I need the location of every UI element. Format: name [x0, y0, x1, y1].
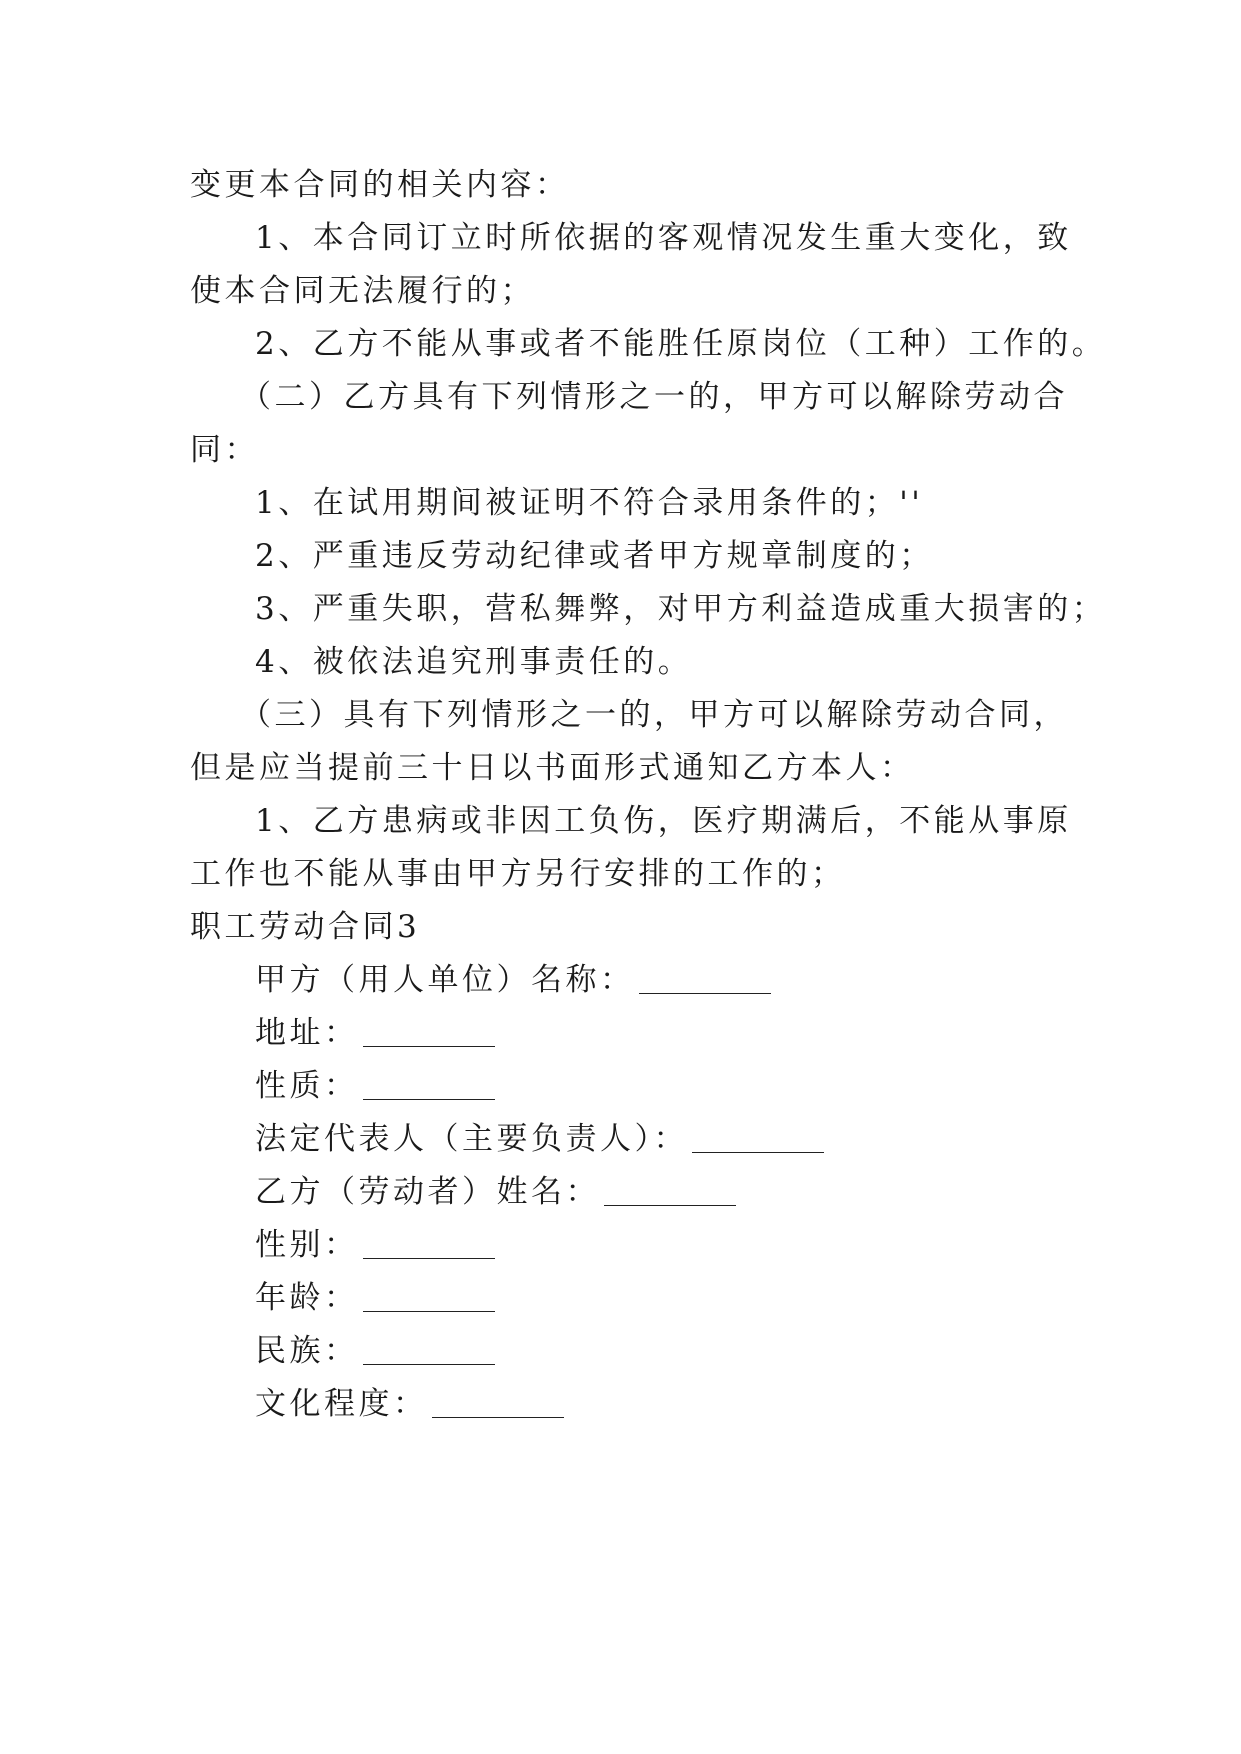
field-label: 甲方（用人单位）名称：	[255, 962, 635, 998]
section-heading: 职工劳动合同3	[190, 909, 421, 945]
field-label: 文化程度：	[255, 1386, 428, 1422]
paragraph-line: 3、严重失职，营私舞弊，对甲方利益造成重大损害的；	[255, 591, 1107, 627]
paragraph-line: 2、严重违反劳动纪律或者甲方规章制度的；	[255, 538, 934, 574]
field-blank[interactable]	[363, 1073, 495, 1100]
field-blank[interactable]	[432, 1391, 564, 1418]
paragraph-line: 但是应当提前三十日以书面形式通知乙方本人：	[190, 750, 915, 786]
paragraph-line: 1、本合同订立时所依据的客观情况发生重大变化，致	[255, 220, 1072, 256]
field-blank[interactable]	[692, 1126, 824, 1153]
paragraph-line: 工作也不能从事由甲方另行安排的工作的；	[190, 856, 846, 892]
field-blank[interactable]	[604, 1179, 736, 1206]
form-field-education	[255, 1384, 564, 1424]
field-label: 性别：	[255, 1227, 359, 1263]
form-field-employer-name	[255, 960, 771, 1000]
paragraph-line: （三）具有下列情形之一的，甲方可以解除劳动合同，	[240, 697, 1068, 733]
paragraph-line: 变更本合同的相关内容：	[190, 167, 570, 203]
paragraph-line: 4、被依法追究刑事责任的。	[255, 644, 693, 680]
field-blank[interactable]	[363, 1285, 495, 1312]
form-field-employee-name	[255, 1172, 736, 1212]
field-label: 年龄：	[255, 1280, 359, 1316]
paragraph-line: （二）乙方具有下列情形之一的，甲方可以解除劳动合	[240, 379, 1068, 415]
paragraph-line: 1、乙方患病或非因工负伤，医疗期满后，不能从事原	[255, 803, 1072, 839]
paragraph-line: 2、乙方不能从事或者不能胜任原岗位（工种）工作的。	[255, 326, 1107, 362]
field-label: 性质：	[255, 1068, 359, 1104]
field-label: 地址：	[255, 1015, 359, 1051]
field-label: 乙方（劳动者）姓名：	[255, 1174, 600, 1210]
form-field-address	[255, 1013, 495, 1053]
paragraph-line: 使本合同无法履行的；	[190, 273, 535, 309]
field-blank[interactable]	[639, 967, 771, 994]
field-blank[interactable]	[363, 1020, 495, 1047]
paragraph-line: 1、在试用期间被证明不符合录用条件的；''	[255, 485, 924, 521]
paragraph-line: 同：	[190, 432, 259, 468]
form-field-nature	[255, 1066, 495, 1106]
field-label: 法定代表人（主要负责人）：	[255, 1121, 688, 1157]
form-field-ethnicity	[255, 1331, 495, 1371]
field-blank[interactable]	[363, 1232, 495, 1259]
form-field-gender	[255, 1225, 495, 1265]
field-label: 民族：	[255, 1333, 359, 1369]
form-field-age	[255, 1278, 495, 1318]
form-field-legal-representative	[255, 1119, 824, 1159]
field-blank[interactable]	[363, 1338, 495, 1365]
